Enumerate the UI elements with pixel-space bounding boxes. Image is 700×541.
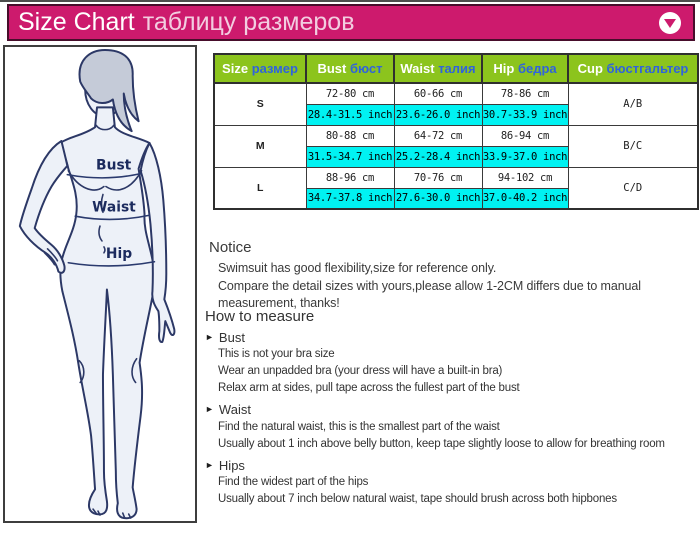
size-s-waist-inch: 23.6-26.0 inch: [394, 104, 482, 125]
page-title: [9, 10, 354, 35]
size-m-hip-cm: 86-94 cm: [482, 125, 568, 146]
size-m-waist-inch: 25.2-28.4 inch: [394, 146, 482, 167]
size-s-label: S: [214, 83, 306, 125]
page-title-russian: таблицу размеров: [142, 8, 355, 36]
size-l-label: L: [214, 167, 306, 209]
size-s-cm-row: [214, 83, 698, 104]
size-table-header-row: [214, 54, 698, 83]
col-header-waist: Waist талия: [394, 54, 482, 83]
notice-line: Swimsuit has good flexibility,size for reference only.: [218, 261, 497, 275]
col-header-hip: Hip бедра: [482, 54, 568, 83]
how-to-measure-section: [205, 308, 697, 508]
measure-item-waist: [205, 401, 697, 453]
measure-item-bust: [205, 328, 697, 398]
size-s-hip-inch: 30.7-33.9 inch: [482, 104, 568, 125]
measure-item-line: Usually about 1 inch above belly button, keep tape slightly loose to allow for breathing room: [218, 437, 665, 450]
bullet-arrow-icon: ►: [205, 404, 214, 415]
size-m-bust-inch: 31.5-34.7 inch: [306, 146, 394, 167]
size-m-cm-row: [214, 125, 698, 146]
measure-item-line: Wear an unpadded bra (your dress will have a built-in bra): [218, 365, 503, 378]
body-measurement-figure: [3, 45, 197, 523]
bullet-arrow-icon: ►: [205, 331, 214, 342]
size-l-bust-inch: 34.7-37.8 inch: [306, 188, 394, 209]
measure-item-label: Hips: [218, 457, 245, 473]
size-m-bust-cm: 80-88 cm: [306, 125, 394, 146]
measure-item-hips: [205, 456, 697, 508]
measure-item-label: Waist: [218, 402, 251, 418]
page-title-english: Size Chart: [18, 8, 135, 36]
size-l-cup: C/D: [568, 167, 698, 209]
size-l-waist-inch: 27.6-30.0 inch: [394, 188, 482, 209]
page-top-border: [0, 0, 700, 2]
female-figure-illustration: [5, 47, 195, 521]
col-header-size: Size размер: [214, 54, 306, 83]
size-s-bust-cm: 72-80 cm: [306, 83, 394, 104]
hip-label: Hip: [105, 245, 133, 262]
figure-right-arm: [20, 141, 68, 273]
collapse-button[interactable]: [659, 12, 681, 34]
size-l-hip-cm: 94-102 cm: [482, 167, 568, 188]
measure-item-line: This is not your bra size: [218, 348, 335, 360]
notice-heading: Notice: [209, 239, 252, 256]
chevron-down-icon: [664, 19, 676, 28]
size-l-hip-inch: 37.0-40.2 inch: [482, 188, 568, 209]
size-m-hip-inch: 33.9-37.0 inch: [482, 146, 568, 167]
size-s-bust-inch: 28.4-31.5 inch: [306, 104, 394, 125]
size-s-hip-cm: 78-86 cm: [482, 83, 568, 104]
measure-item-line: Relax arm at sides, pull tape across the fullest part of the bust: [218, 382, 520, 395]
notice-line: Compare the detail sizes with yours,please allow 1-2CM differs due to manual: [218, 278, 641, 293]
size-l-bust-cm: 88-96 cm: [306, 167, 394, 188]
size-s-waist-cm: 60-66 cm: [394, 83, 482, 104]
size-m-label: M: [214, 125, 306, 167]
size-l-waist-cm: 70-76 cm: [394, 167, 482, 188]
size-l-cm-row: [214, 167, 698, 188]
measure-item-line: Find the natural waist, this is the smallest part of the waist: [218, 420, 500, 433]
notice-line: measurement, thanks!: [218, 296, 340, 310]
waist-label: Waist: [92, 199, 136, 216]
size-s-cup: A/B: [568, 83, 698, 125]
col-header-cup: Cup бюстгальтер: [568, 54, 698, 83]
measure-item-line: Usually about 7 inch below natural waist, tape should brush across both hipbones: [218, 493, 617, 506]
measure-item-line: Find the widest part of the hips: [218, 476, 369, 489]
size-chart-title-bar: [7, 4, 695, 41]
size-m-waist-cm: 64-72 cm: [394, 125, 482, 146]
bullet-arrow-icon: ►: [205, 459, 214, 470]
notice-section: [209, 240, 697, 313]
bust-label: Bust: [96, 157, 132, 174]
how-to-measure-heading: How to measure: [205, 308, 315, 325]
measure-item-label: Bust: [218, 329, 245, 345]
size-m-cup: B/C: [568, 125, 698, 167]
col-header-bust: Bust бюст: [306, 54, 394, 83]
size-table: [213, 53, 699, 210]
